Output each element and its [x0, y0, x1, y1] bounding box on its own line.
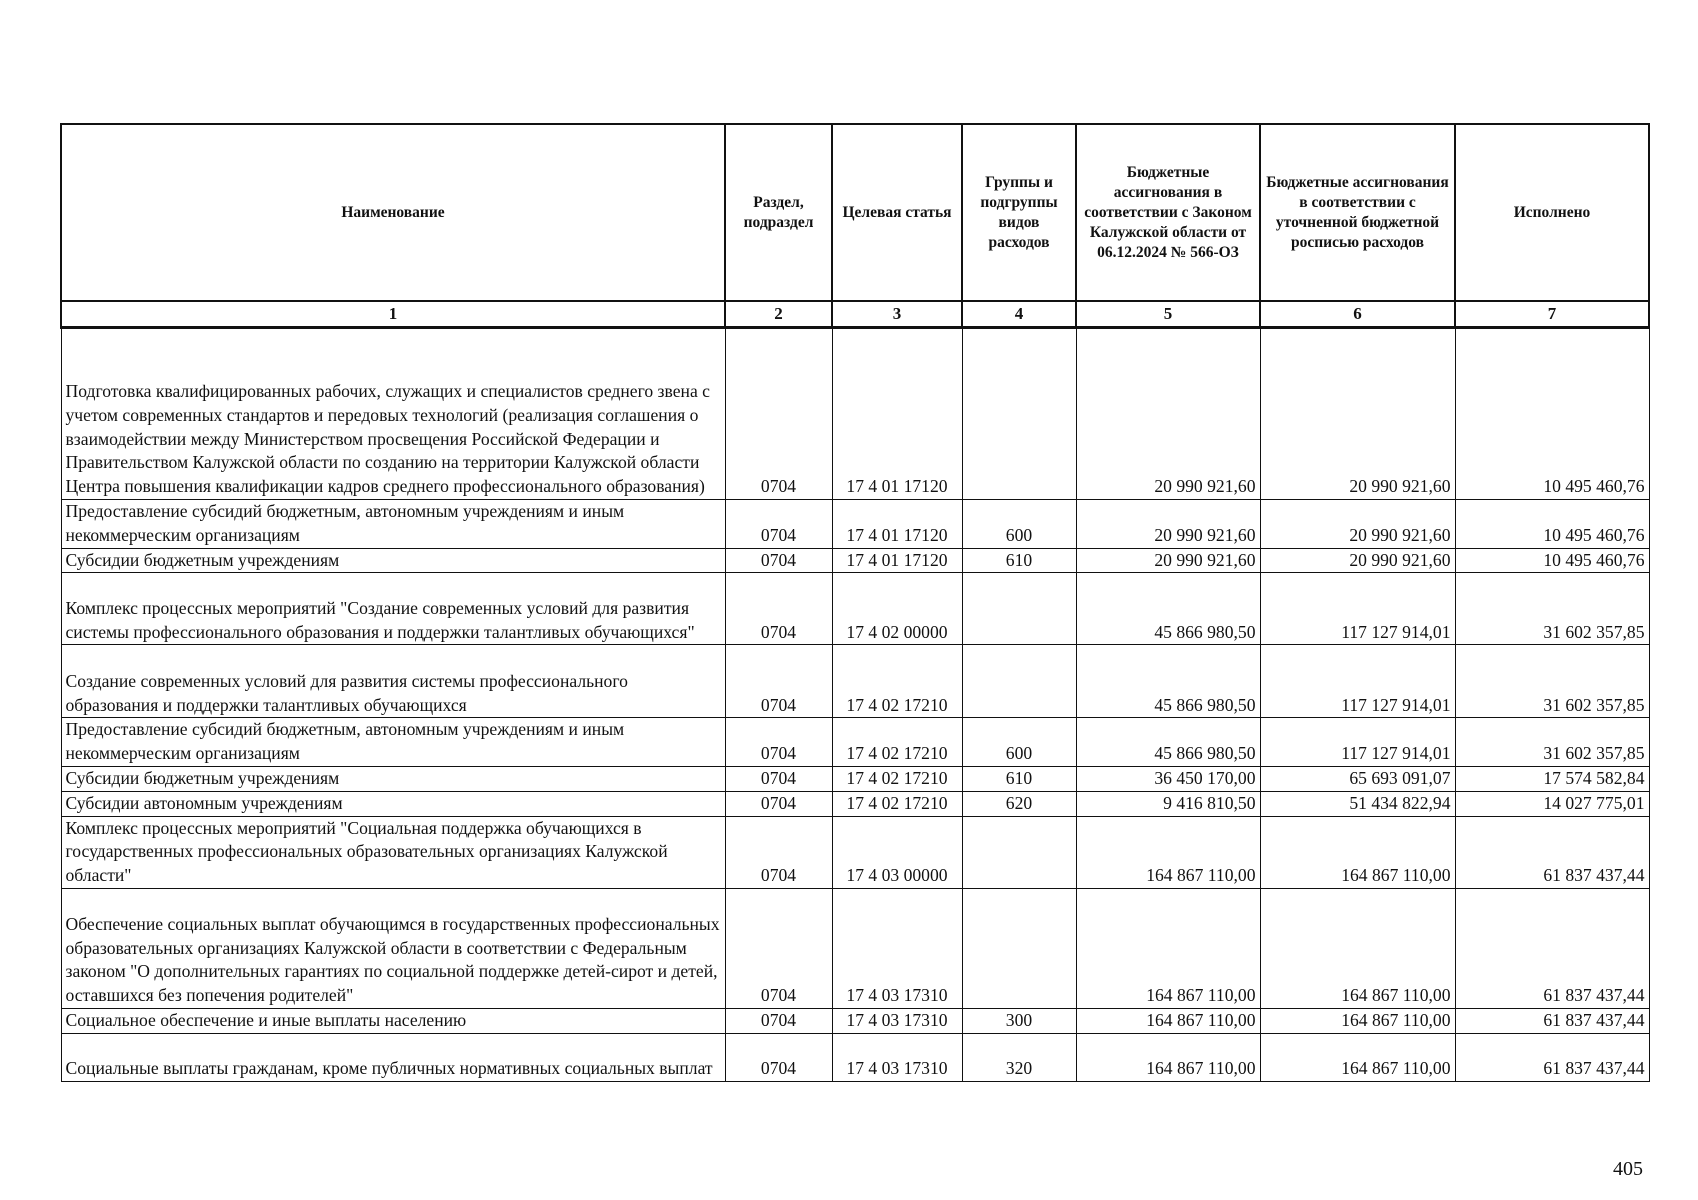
row-executed-amount: 61 837 437,44: [1455, 1033, 1649, 1081]
row-section: 0704: [725, 766, 832, 791]
table-row: [61, 573, 1649, 645]
row-law-amount: 45 866 980,50: [1076, 718, 1260, 767]
row-group: 600: [962, 718, 1076, 767]
column-number: 2: [725, 301, 832, 328]
row-group: 320: [962, 1033, 1076, 1081]
table-row: [61, 888, 1649, 1008]
row-group: [962, 816, 1076, 888]
column-number: 1: [61, 301, 725, 328]
row-article: 17 4 02 17210: [832, 791, 962, 816]
table-row: [61, 718, 1649, 767]
row-refined-amount: 20 990 921,60: [1260, 328, 1455, 500]
row-executed-amount: 10 495 460,76: [1455, 548, 1649, 573]
row-name: Субсидии автономным учреждениям: [61, 791, 725, 816]
table-row: [61, 816, 1649, 888]
row-law-amount: 164 867 110,00: [1076, 1008, 1260, 1033]
table-row: [61, 1008, 1649, 1033]
row-executed-amount: 61 837 437,44: [1455, 1008, 1649, 1033]
table-row: [61, 500, 1649, 549]
row-law-amount: 45 866 980,50: [1076, 573, 1260, 645]
row-section: 0704: [725, 816, 832, 888]
row-group: 600: [962, 500, 1076, 549]
row-refined-amount: 117 127 914,01: [1260, 573, 1455, 645]
row-refined-amount: 65 693 091,07: [1260, 766, 1455, 791]
row-law-amount: 164 867 110,00: [1076, 1033, 1260, 1081]
row-name: Предоставление субсидий бюджетным, автономным учреждениям и иным некоммерческим организациям: [61, 500, 725, 549]
row-name: Социальные выплаты гражданам, кроме публичных нормативных социальных выплат: [61, 1033, 725, 1081]
row-executed-amount: 17 574 582,84: [1455, 766, 1649, 791]
header-expense-group: Группы и подгруппы видов расходов: [962, 124, 1076, 301]
row-article: 17 4 02 17210: [832, 766, 962, 791]
row-group: [962, 888, 1076, 1008]
row-name: Субсидии бюджетным учреждениям: [61, 766, 725, 791]
row-refined-amount: 117 127 914,01: [1260, 718, 1455, 767]
row-executed-amount: 10 495 460,76: [1455, 328, 1649, 500]
row-section: 0704: [725, 888, 832, 1008]
row-section: 0704: [725, 791, 832, 816]
table-header-row: [61, 124, 1649, 301]
column-number: 7: [1455, 301, 1649, 328]
header-name: Наименование: [61, 124, 725, 301]
row-refined-amount: 20 990 921,60: [1260, 548, 1455, 573]
header-executed: Исполнено: [1455, 124, 1649, 301]
row-refined-amount: 20 990 921,60: [1260, 500, 1455, 549]
row-name: Субсидии бюджетным учреждениям: [61, 548, 725, 573]
row-executed-amount: 61 837 437,44: [1455, 816, 1649, 888]
row-article: 17 4 02 17210: [832, 645, 962, 718]
header-section: Раздел, подраздел: [725, 124, 832, 301]
row-executed-amount: 61 837 437,44: [1455, 888, 1649, 1008]
row-article: 17 4 03 00000: [832, 816, 962, 888]
row-section: 0704: [725, 548, 832, 573]
row-law-amount: 36 450 170,00: [1076, 766, 1260, 791]
row-article: 17 4 03 17310: [832, 1008, 962, 1033]
table-row: [61, 791, 1649, 816]
row-section: 0704: [725, 573, 832, 645]
row-executed-amount: 10 495 460,76: [1455, 500, 1649, 549]
page-number: 405: [1613, 1158, 1643, 1180]
row-name: Комплекс процессных мероприятий "Социальная поддержка обучающихся в государственных профессиональных образовательных организациях Калужской области": [61, 816, 725, 888]
row-article: 17 4 03 17310: [832, 1033, 962, 1081]
row-law-amount: 164 867 110,00: [1076, 816, 1260, 888]
column-number: 4: [962, 301, 1076, 328]
row-article: 17 4 02 17210: [832, 718, 962, 767]
table-row: [61, 645, 1649, 718]
row-section: 0704: [725, 718, 832, 767]
row-name: Обеспечение социальных выплат обучающимся в государственных профессиональных образовательных организациях Калужской области в соответствии с Федеральным законом "О дополнительных гарантиях по социальной поддержке детей-сирот и детей, оставшихся без попечения родителей": [61, 888, 725, 1008]
row-executed-amount: 31 602 357,85: [1455, 645, 1649, 718]
table-row: [61, 328, 1649, 500]
row-group: 610: [962, 548, 1076, 573]
column-number-row: [61, 301, 1649, 328]
row-article: 17 4 02 00000: [832, 573, 962, 645]
row-article: 17 4 01 17120: [832, 328, 962, 500]
row-group: 610: [962, 766, 1076, 791]
row-law-amount: 9 416 810,50: [1076, 791, 1260, 816]
row-group: 620: [962, 791, 1076, 816]
row-group: [962, 328, 1076, 500]
table-row: [61, 1033, 1649, 1081]
row-section: 0704: [725, 645, 832, 718]
header-refined-allocation: Бюджетные ассигнования в соответствии с уточненной бюджетной росписью расходов: [1260, 124, 1455, 301]
row-refined-amount: 164 867 110,00: [1260, 888, 1455, 1008]
row-law-amount: 164 867 110,00: [1076, 888, 1260, 1008]
column-number: 3: [832, 301, 962, 328]
row-article: 17 4 01 17120: [832, 548, 962, 573]
row-name: Создание современных условий для развития системы профессионального образования и поддержки талантливых обучающихся: [61, 645, 725, 718]
row-group: [962, 645, 1076, 718]
header-target-article: Целевая статья: [832, 124, 962, 301]
row-refined-amount: 51 434 822,94: [1260, 791, 1455, 816]
budget-table: [60, 123, 1650, 1082]
row-section: 0704: [725, 1033, 832, 1081]
column-number: 5: [1076, 301, 1260, 328]
column-number: 6: [1260, 301, 1455, 328]
row-executed-amount: 14 027 775,01: [1455, 791, 1649, 816]
row-law-amount: 45 866 980,50: [1076, 645, 1260, 718]
row-executed-amount: 31 602 357,85: [1455, 718, 1649, 767]
row-law-amount: 20 990 921,60: [1076, 548, 1260, 573]
row-executed-amount: 31 602 357,85: [1455, 573, 1649, 645]
row-name: Комплекс процессных мероприятий "Создание современных условий для развития системы профессионального образования и поддержки талантливых обучающихся": [61, 573, 725, 645]
row-law-amount: 20 990 921,60: [1076, 500, 1260, 549]
row-refined-amount: 164 867 110,00: [1260, 1033, 1455, 1081]
row-name: Подготовка квалифицированных рабочих, служащих и специалистов среднего звена с учетом современных стандартов и передовых технологий (реализация соглашения о взаимодействии между Министерством просвещения Российской Федерации и Правительством Калужской области по созданию на территории Калужской области Центра повышения квалификации кадров среднего профессионального образования): [61, 328, 725, 500]
row-section: 0704: [725, 1008, 832, 1033]
header-law-allocation: Бюджетные ассигнования в соответствии с Законом Калужской области от 06.12.2024 № 566-ОЗ: [1076, 124, 1260, 301]
row-group: 300: [962, 1008, 1076, 1033]
row-refined-amount: 164 867 110,00: [1260, 1008, 1455, 1033]
row-name: Социальное обеспечение и иные выплаты населению: [61, 1008, 725, 1033]
row-article: 17 4 01 17120: [832, 500, 962, 549]
row-refined-amount: 117 127 914,01: [1260, 645, 1455, 718]
row-group: [962, 573, 1076, 645]
row-name: Предоставление субсидий бюджетным, автономным учреждениям и иным некоммерческим организациям: [61, 718, 725, 767]
row-section: 0704: [725, 328, 832, 500]
row-refined-amount: 164 867 110,00: [1260, 816, 1455, 888]
row-article: 17 4 03 17310: [832, 888, 962, 1008]
row-section: 0704: [725, 500, 832, 549]
table-row: [61, 766, 1649, 791]
row-law-amount: 20 990 921,60: [1076, 328, 1260, 500]
table-row: [61, 548, 1649, 573]
